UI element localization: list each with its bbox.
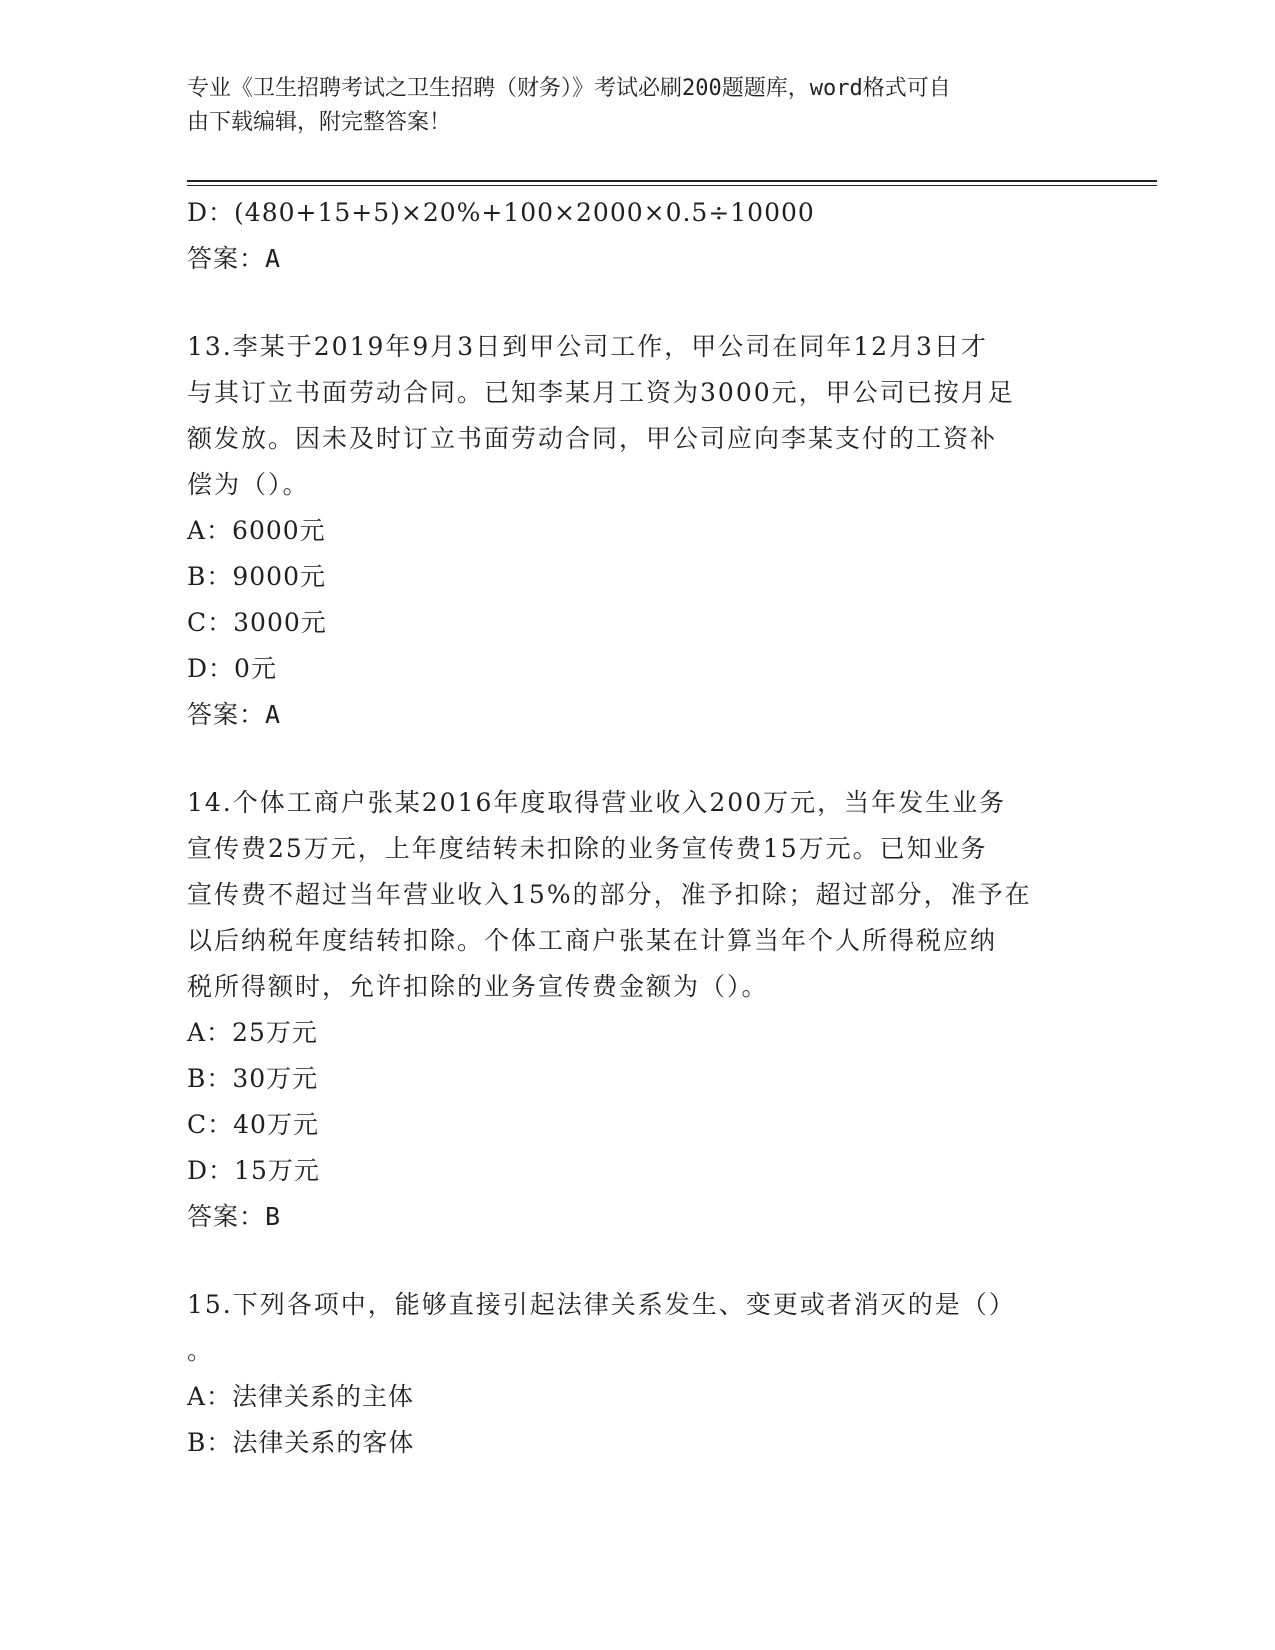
header-rule-thin [187, 185, 1157, 186]
stem-line: 。 [187, 1336, 215, 1365]
stem-line: 税所得额时，允许扣除的业务宣传费金额为（）。 [187, 972, 769, 1001]
question-14 [187, 780, 1087, 1240]
answer-line: 答案：A [187, 700, 282, 729]
option-d: D：15万元 [187, 1156, 320, 1185]
stem-line: 15.下列各项中，能够直接引起法律关系发生、变更或者消灭的是（） [187, 1290, 1016, 1319]
stem-line: 偿为（）。 [187, 470, 310, 499]
header-line-1: 专业《卫生招聘考试之卫生招聘（财务）》考试必刷200题题库，word格式可自 [187, 76, 951, 101]
option-d: D：0元 [187, 654, 277, 683]
option-c: C：40万元 [187, 1110, 319, 1139]
header-rule-thick [187, 180, 1157, 182]
option-a: A：6000元 [187, 516, 326, 545]
answer-line: 答案：B [187, 1202, 282, 1231]
stem-line: 额发放。因未及时订立书面劳动合同，甲公司应向李某支付的工资补 [187, 424, 998, 453]
stem-line: 宣传费不超过当年营业收入15%的部分，准予扣除；超过部分，准予在 [187, 880, 1032, 909]
question-stem [187, 1282, 1087, 1374]
option-b: B：9000元 [187, 562, 326, 591]
answer-line: 答案：A [187, 244, 282, 273]
document-header [187, 72, 1067, 140]
stem-line: 宣传费25万元，上年度结转未扣除的业务宣传费15万元。已知业务 [187, 834, 988, 863]
question-content [187, 190, 1087, 1466]
question-stem [187, 780, 1087, 1010]
stem-line: 与其订立书面劳动合同。已知李某月工资为3000元，甲公司已按月足 [187, 378, 1015, 407]
option-a: A：25万元 [187, 1018, 318, 1047]
option-a: A：法律关系的主体 [187, 1382, 415, 1411]
option-c: C：3000元 [187, 608, 327, 637]
question-15 [187, 1282, 1087, 1466]
question-13 [187, 324, 1087, 738]
stem-line: 14.个体工商户张某2016年度取得营业收入200万元，当年发生业务 [187, 788, 1007, 817]
header-line-2: 由下载编辑，附完整答案！ [187, 110, 452, 135]
previous-question-tail [187, 190, 1087, 282]
stem-line: 以后纳税年度结转扣除。个体工商户张某在计算当年个人所得税应纳 [187, 926, 998, 955]
option-b: B：法律关系的客体 [187, 1428, 415, 1457]
option-d: D：(480+15+5)×20%+100×2000×0.5÷10000 [187, 198, 815, 227]
option-b: B：30万元 [187, 1064, 319, 1093]
question-stem [187, 324, 1087, 508]
stem-line: 13.李某于2019年9月3日到甲公司工作，甲公司在同年12月3日才 [187, 332, 988, 361]
